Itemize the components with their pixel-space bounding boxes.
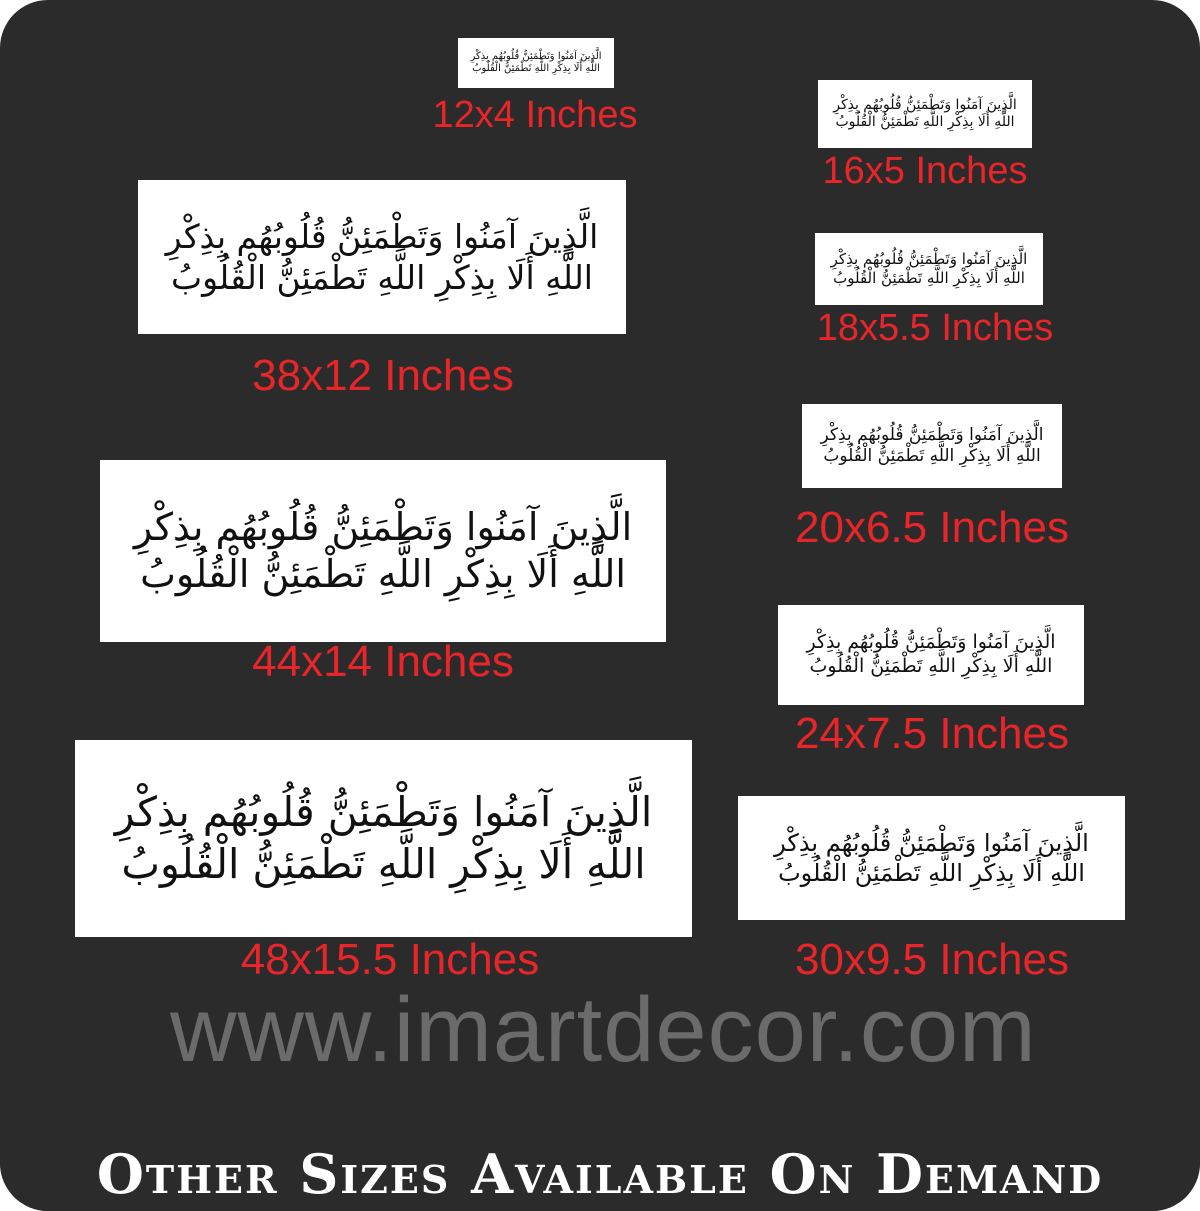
verse-card-30x9-5 (738, 796, 1125, 920)
size-label-18x5-5: 18x5.5 Inches (816, 307, 1054, 349)
size-label-24x7-5: 24x7.5 Inches (795, 709, 1069, 758)
verse-card-12x4 (458, 38, 614, 88)
verse-line-1: الَّذِينَ آمَنُوا وَتَطْمَئِنُّ قُلُوبُهُم بِذِكْرِ (806, 631, 1056, 654)
verse-line-2: اللَّهِ أَلَا بِذِكْرِ اللَّهِ تَطْمَئِنُّ الْقُلُوبُ (835, 114, 1015, 130)
verse-card-24x7-5 (778, 605, 1084, 705)
other-sizes-banner: Other Sizes Available On Demand (0, 1137, 1200, 1211)
verse-line-1: الَّذِينَ آمَنُوا وَتَطْمَئِنُّ قُلُوبُهُم بِذِكْرِ (774, 829, 1089, 857)
verse-card-16x5 (818, 80, 1032, 148)
verse-line-1: الَّذِينَ آمَنُوا وَتَطْمَئِنُّ قُلُوبُهُم بِذِكْرِ (114, 788, 653, 837)
verse-line-2: اللَّهِ أَلَا بِذِكْرِ اللَّهِ تَطْمَئِنُّ الْقُلُوبُ (472, 63, 600, 74)
verse-card-20x6-5 (802, 404, 1062, 488)
verse-line-2: اللَّهِ أَلَا بِذِكْرِ اللَّهِ تَطْمَئِنُّ الْقُلُوبُ (833, 269, 1025, 287)
verse-line-2: اللَّهِ أَلَا بِذِكْرِ اللَّهِ تَطْمَئِنُّ الْقُلُوبُ (140, 552, 626, 596)
website-url: www.imartdecor.com (170, 979, 1037, 1081)
verse-card-18x5-5 (815, 233, 1043, 305)
verse-card-44x14 (100, 460, 666, 642)
size-label-20x6-5: 20x6.5 Inches (795, 503, 1069, 552)
verse-line-1: الَّذِينَ آمَنُوا وَتَطْمَئِنُّ قُلُوبُهُم بِذِكْرِ (820, 424, 1044, 445)
size-label-48x15-5: 48x15.5 Inches (240, 935, 540, 984)
verse-card-48x15-5 (75, 740, 692, 937)
verse-line-1: الَّذِينَ آمَنُوا وَتَطْمَئِنُّ قُلُوبُهُم بِذِكْرِ (165, 216, 599, 256)
size-label-16x5: 16x5 Inches (822, 150, 1028, 192)
verse-line-2: اللَّهِ أَلَا بِذِكْرِ اللَّهِ تَطْمَئِنُّ الْقُلُوبُ (121, 839, 646, 888)
verse-line-2: اللَّهِ أَلَا بِذِكْرِ اللَّهِ تَطْمَئِنُّ الْقُلُوبُ (778, 859, 1085, 887)
verse-line-1: الَّذِينَ آمَنُوا وَتَطْمَئِنُّ قُلُوبُهُم بِذِكْرِ (833, 96, 1017, 113)
verse-line-1: الَّذِينَ آمَنُوا وَتَطْمَئِنُّ قُلُوبُهُم بِذِكْرِ (830, 250, 1028, 269)
size-label-38x12: 38x12 Inches (252, 351, 514, 400)
verse-card-38x12 (138, 180, 626, 334)
verse-line-2: اللَّهِ أَلَا بِذِكْرِ اللَّهِ تَطْمَئِنُّ الْقُلُوبُ (809, 655, 1053, 677)
verse-line-2: اللَّهِ أَلَا بِذِكْرِ اللَّهِ تَطْمَئِنُّ الْقُلُوبُ (823, 446, 1041, 466)
verse-line-1: الَّذِينَ آمَنُوا وَتَطْمَئِنُّ قُلُوبُهُم بِذِكْرِ (133, 504, 633, 549)
verse-line-1: الَّذِينَ آمَنُوا وَتَطْمَئِنُّ قُلُوبُهُم بِذِكْرِ (470, 50, 602, 62)
size-label-12x4: 12x4 Inches (432, 94, 638, 136)
size-label-30x9-5: 30x9.5 Inches (795, 935, 1069, 984)
size-label-44x14: 44x14 Inches (252, 637, 514, 686)
verse-line-2: اللَّهِ أَلَا بِذِكْرِ اللَّهِ تَطْمَئِنُّ الْقُلُوبُ (171, 258, 593, 297)
